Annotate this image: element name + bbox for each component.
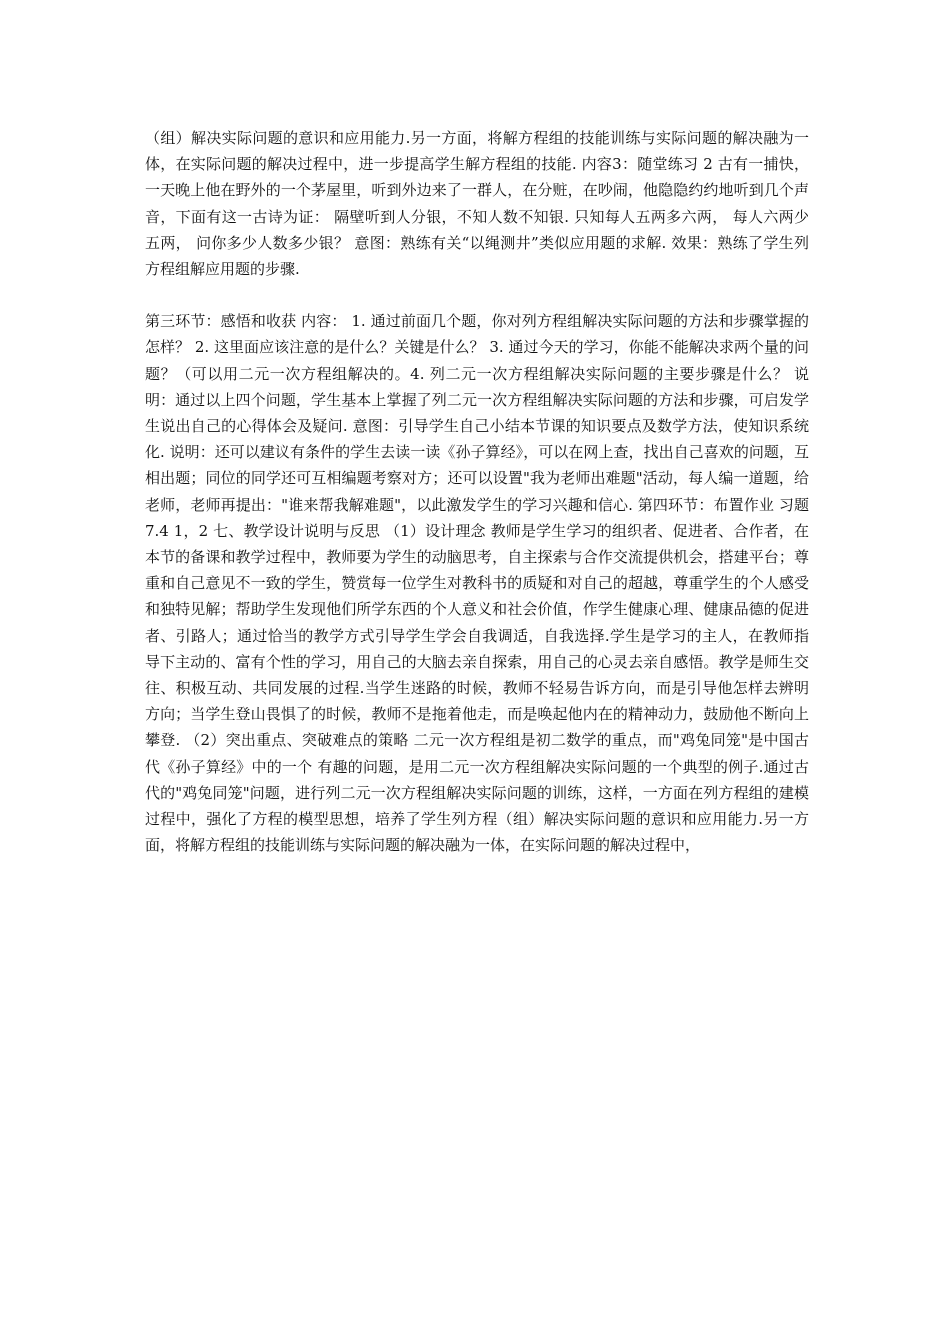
paragraph-reflection-section: 第三环节：感悟和收获 内容： 1. 通过前面几个题，你对列方程组解决实际问题的方法和步骤掌握的怎样？ 2. 这里面应该注意的是什么？关键是什么？ 3. 通过今天的学习，你能不能解决求两个量的问题？（可以用二元一次方程组解决的。4. 列二元一次方程组解决实际问题的主要步骤是什么？ 说明：通过以上四个问题，学生基本上掌握了列二元一次方程组解决实际问题的方法和步骤，可启发学生说出自己的心得体会及疑问. 意图：引导学生自己小结本节课的知识要点及数学方法，使知识系统化. 说明：还可以建议有条件的学生去读一读《孙子算经》，可以在网上查，找出自己喜欢的问题，互相出题；同位的同学还可互相编题考察对方；还可以设置"我为老师出难题"活动，每人编一道题，给老师，老师再提出："谁来帮我解难题"，以此激发学生的学习兴趣和信心. 第四环节：布置作业 习题7.4 1，2 七、教学设计说明与反思 （1）设计理念 教师是学生学习的组织者、促进者、合作者，在本节的备课和教学过程中，教师要为学生的动脑思考，自主探索与合作交流提供机会，搭建平台；尊重和自己意见不一致的学生，赞赏每一位学生对教科书的质疑和对自己的超越，尊重学生的个人感受和独特见解；帮助学生发现他们所学东西的个人意义和社会价值，作学生健康心理、健康品德的促进者、引路人；通过恰当的教学方式引导学生学会自我调适，自我选择.学生是学习的主人，在教师指导下主动的、富有个性的学习，用自己的大脑去亲自探索，用自己的心灵去亲自感悟。教学是师生交往、积极互动、共同发展的过程.当学生迷路的时候，教师不轻易告诉方向，而是引导他怎样去辨明方向；当学生登山畏惧了的时候，教师不是拖着他走，而是唤起他内在的精神动力，鼓励他不断向上攀登. （2）突出重点、突破难点的策略 二元一次方程组是初二数学的重点，而"鸡兔同笼"是中国古代《孙子算经》中的一个 有趣的问题，是用二元一次方程组解决实际问题的一个典型的例子.通过古代的"鸡兔同笼"问题，进行列二元一次方程组解决实际问题的训练，这样，一方面在列方程组的建模过程中，强化了方程的模型思想，培养了学生列方程（组）解决实际问题的意识和应用能力.另一方面，将解方程组的技能训练与实际问题的解决融为一体，在实际问题的解决过程中，	[145, 312, 809, 855]
document-body	[145, 125, 809, 858]
paragraph-practice-section: （组）解决实际问题的意识和应用能力.另一方面，将解方程组的技能训练与实际问题的解决融为一体，在实际问题的解决过程中，进一步提高学生解方程组的技能. 内容3：随堂练习 2 古有一捕快，一天晚上他在野外的一个茅屋里，听到外边来了一群人，在分赃，在吵闹，他隐隐约约地听到几个声音，下面有这一古诗为证： 隔壁听到人分银，不知人数不知银. 只知每人五两多六两， 每人六两少五两， 问你多少人数多少银？ 意图：熟练有关“以绳测井”类似应用题的求解. 效果：熟练了学生列方程组解应用题的步骤.	[145, 129, 809, 279]
